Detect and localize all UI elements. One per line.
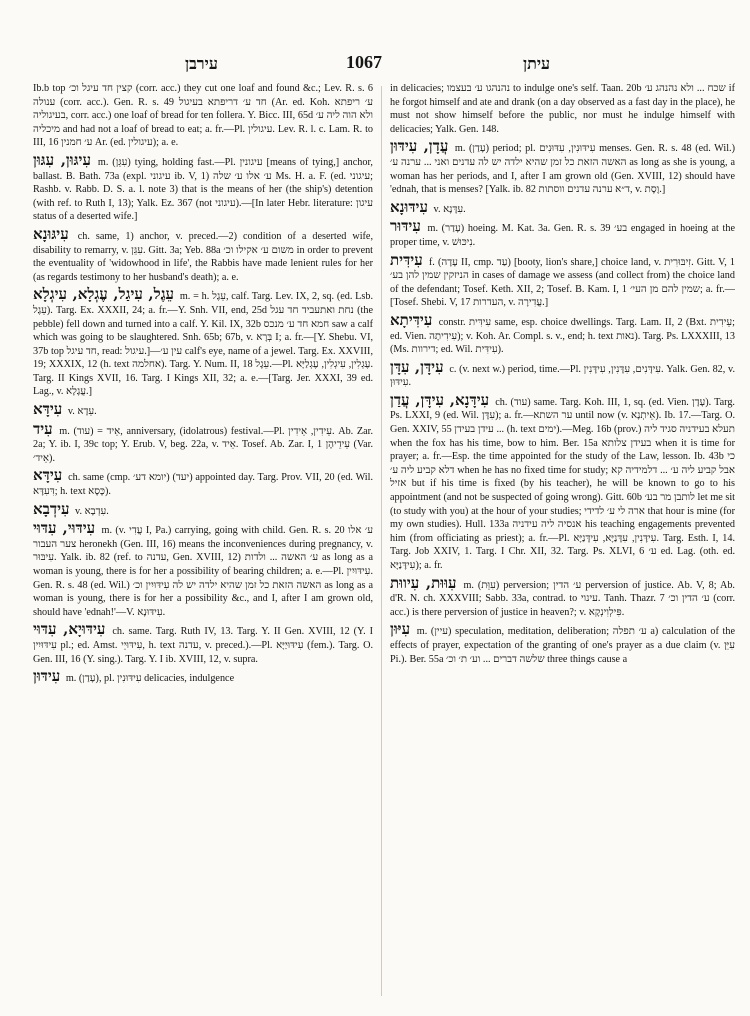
entry-headword: עִידּוּי, עִדּוּי	[33, 519, 96, 538]
dictionary-entry	[390, 575, 735, 620]
entry-headword: עֲדָן, עִידּוּן	[390, 137, 449, 156]
dictionary-entry	[390, 359, 735, 390]
dictionary-entry	[33, 668, 373, 686]
dictionary-entry	[390, 82, 735, 136]
dictionary-entry	[390, 392, 735, 573]
entry-definition: m. = h. עֵגֶל, calf. Targ. Lev. IX, 2, sq. (ed. Lsb. עֵגֶל). Targ. Ex. XXXII, 24; a. fr.—Y. Snh. VII, end, 25d נחת ואתעביד חד עגל (the pebble) fell down and turned into a calf. Y. Kil. IX, 32b חמא חד ע׳ מנכס saw a calf which was going to be slaughtered. Snh. 65b; 67b, v. בְּרָא I; a. fr.—[Y. Shebu. VI, 37b top חד עיגל, read: עיגול.]—עין ע׳ calf's eye, name of a jewel. Targ. Ex. XXVIII, 19; XXXIX, 12 (h. text אחלמה). Targ. Y. Num. II, 18 עֵגֶל.—Pl. עֶגְלִין, עִיגְלִין, עֶגְלַיָּא. Targ. II Kings XVII, 16. Targ. I Kings XII, 32; a. e.—[Targ. Jer. XXXI, 39 ed. Lag., v. עֲגָלָא.]	[33, 291, 373, 398]
dictionary-entry	[390, 138, 735, 196]
entry-headword: עִידָּן, עִדָּן	[390, 357, 444, 376]
entry-headword: עִיּוּן	[390, 620, 411, 639]
entry-headword: עִידָּנָא, עִידָּן, עֲדַן	[390, 390, 490, 409]
entry-definition: m. (עָדַן), pl. עִידּוּנִין delicacies, indulgence	[63, 673, 235, 685]
header-right-word: עיתן	[523, 54, 551, 73]
entry-definition: m. (עָדַר) hoeing. M. Kat. 3a. Gen. R. s. 39 בע׳ engaged in hoeing at the proper time, v. נִיכּוּשׁ.	[390, 223, 735, 248]
column-divider	[381, 86, 382, 996]
entry-definition: m. (עִוֵּת) perversion; ע׳ הדין perversion of justice. Ab. V, 8; Ab. d'R. N. ch. XXXVIII; Sabb. 33a, contrad. to עינוי. Tanh. Thazr. 7 ע׳ הדין וכ׳ (corr. acc.) is there perversion of justice in heaven?; v. פִּילְוִינְקָא.	[390, 579, 735, 618]
entry-headword: עִיגּוּן, עִגּוּן	[33, 150, 91, 169]
entry-headword: עִידּוּן	[33, 667, 61, 686]
entry-headword: עִידְבָא	[33, 499, 70, 518]
entry-definition: v. עִדָּנָא.	[430, 203, 466, 215]
entry-headword: עִידִּית	[390, 250, 423, 269]
dictionary-entry	[33, 421, 373, 466]
entry-definition: m. (עיין) speculation, meditation, deliberation; ע׳ תפלה a) calculation of the effects of prayer, expectation of the granting of one's prayer as a due claim (v. עִיֵּן Pi.). Ber. 55a שלשה דברים ... וע׳ ת׳ וכ׳ three things cause a	[390, 626, 735, 665]
dictionary-entry	[33, 520, 373, 619]
entry-definition: v. עֵדָא.	[65, 406, 97, 418]
entry-headword: עִוּוּת, עִיווּת	[390, 573, 457, 592]
dictionary-entry	[33, 286, 373, 399]
entry-definition: m. (עוד) = אֵיד, anniversary, (idolatrous) festival.—Pl. עֵידִין, אֵידִין. Ab. Zar. 2a; Y. ib. I, 39c top; Y. Erub. V, beg. 22a, v. אֵיד. Tosef. Ab. Zar. I, 1 עֵידֵיהֶן (Var. אֵיד׳).	[33, 425, 373, 464]
entry-headword: עִידּוּר	[390, 217, 421, 236]
dictionary-entry	[33, 152, 373, 224]
running-header	[0, 52, 750, 76]
entry-definition: v. עִדְבָא.	[72, 505, 109, 517]
entry-definition: ch. (עוד) same. Targ. Koh. III, 1, sq. (ed. Vien. עָדָן). Targ. Ps. LXXI, 9 (ed. Wil. עִדָּן); a. fr.—ער השתא until now (v. אֵיתְנָא). Ib. 17.—Targ. O. Gen. XXIV, 55 עידן בעידן ... (h. text ימים).—Meg. 16b (prov.) תעלא בעידניה סגיד ליה when the fox has his time, bow to him. Ber. 15a בעידן צלותא when it is time for prayer; a. fr.—Esp. the time appointed for the study of the Law, lesson. Ib. 43b כי דלא קביע ליה ע׳ when he has no fixed time for study; אבל קביע ליה ע׳ ... דלמידיה קא אזיל but if his time is fixed (by his teacher), he will be known to go to his appointment (and not be suspected of going wrong). Gitt. 60b לותבן מר בע׳ let me sit (to study with you) at the hour of your studies; ארה לי ע׳ לדידי that hour is mine (for my own studies). Hull. 133a אנסיה ליה עידניה his teaching engagements prevented him (from officiating as priest); a. fr.—Pl. עִידָּנִין, עִדָּנַיָּא, עִידָּנַיָּא. Targ. Esth. I, 14. Targ. Job XXIV, 1. Targ. I Chr. XII, 32. Targ. Ps. XLVI, 6 ע׳ ed. Lag. (oth. ed. עִידָּנַיָּא); a. fr.	[390, 396, 735, 571]
dictionary-entry	[33, 401, 373, 419]
entry-headword: עִיד	[33, 419, 53, 438]
right-column	[390, 82, 735, 1010]
dictionary-entry	[390, 312, 735, 357]
entry-definition: m. (עִגֵּן) tying, holding fast.—Pl. עיגונין [means of tying,] anchor, ballast. B. Bath. 73a (expl. עיגוני ib. V, 1) ע׳ אלו ע׳ שלה Ms. H. a. F. (ed. עיגוני; Rashb. v. Rabb. D. S. a. l. note 3) that is the means of her (the ship's) detention (with ref. to Ruth I, 13); Yalk. Ez. 367 (not עיגוני).—[In later Hebr. literature: עיגון status of a deserted wife.]	[33, 156, 373, 223]
entry-definition: in delicacies; נהנהגו ע׳ בעצמו to indulge one's self. Taan. 20b שכח ... ולא נהנהג ע׳ if he forgot himself and ate and drank (on a day observed as a fast day in the place), he must not show himself before the public, nor must he indulge himself with delicacies; Yalk. Gen. 148.	[390, 83, 735, 135]
entry-definition: m. (v. עֲדִי I, Pa.) carrying, going with child. Gen. R. s. 20 ע׳ אלו צער העבור heronekh (Gen. III, 16) means the inconveniences during pregnancy, v. עִיבּוּר. Yalk. ib. 82 (ref. to עדנה, Gen. XVIII, 12) ע׳ האשה ... ולדות as long as a woman is young, there is for her a possibility of bearing children; a. e.—Pl. עִידּוּיִין. Gen. R. s. 48 (ed. Wil.) האשה הזאת כל זמן שהיא ילדה יש לה עִידּוּיִין וכ׳ as long as a woman is young, there is for her a possibility &c., and I, after I am grown old, should have 'ednah!'—V. עִידּוּנָא.	[33, 525, 373, 618]
dictionary-entry	[33, 82, 373, 150]
dictionary-entry	[390, 218, 735, 249]
page-number: 1067	[346, 52, 382, 72]
entry-headword: עִידּוּיָא, עִדּוּי	[33, 620, 106, 639]
entry-definition: ch. same (cmp. יומא דע׳) (יעד) appointed day. Targ. Prov. VII, 20 (ed. Wil. דִּעִדָּא; h. text כֶּסֶא).	[33, 472, 373, 498]
entry-headword: עִידִּיתָא	[390, 310, 433, 329]
entry-headword: עִידָּא	[33, 466, 63, 485]
entry-headword: עִידָּא	[33, 400, 63, 419]
entry-definition: constr. עִידִּית same, esp. choice dwellings. Targ. Lam. II, 2 (Bxt. עֵידִית; ed. Vien. עִידִיתָה); v. Koh. Ar. Compl. s. v., end; h. text נאות). Targ. Ps. LXXXIII, 13 (Ms. דירוות; ed. Wil. עִידִּית).	[390, 316, 735, 356]
entry-headword: עִיגּוּנָא	[33, 224, 69, 243]
dictionary-entry	[33, 467, 373, 498]
header-left-word: עירבן	[185, 54, 218, 73]
dictionary-entry	[33, 621, 373, 666]
entry-headword: עֵגֶל, עִיגַל, עֶגְלָא, עִיגְלָא	[33, 285, 175, 304]
entry-definition: f. (עָדָה II, cmp. עַד) [booty, lion's share,] choice land, v. זִיבּוּרִית. Gitt. V, 1 הניזקין שמין להן בע׳ in cases of damage we assess (and collect from) the choice land of the defendant; Tosef. Keth. XII, 2; Tosef. B. Kam. I, 1 שמין להם מן העי׳; a. fr.—[Tosef. Shebi. V, 17 העדרות, v. עֲדִירָה.]	[390, 256, 735, 309]
dictionary-entry	[390, 199, 735, 217]
entry-definition: ch. same, 1) anchor, v. preced.—2) condition of a deserted wife, disability to remarry, v. עִגֵּן. Gitt. 3a; Yeb. 88a משום ע׳ אקילו וכ׳ in order to prevent the eventuality of 'widowhood in life', the Rabbis have made lenient rules for her (as regards testimony to her husband's death); a. e.	[33, 230, 373, 283]
dictionary-entry	[390, 621, 735, 666]
left-column	[33, 82, 373, 1010]
entry-definition: c. (v. next w.) period, time.—Pl. עִידָּנִים, עִדָּנִין, עִידָּנִין. Yalk. Gen. 82, v. עִידּוּן.	[390, 363, 735, 389]
dictionary-entry	[33, 226, 373, 284]
dictionary-entry	[390, 252, 735, 310]
entry-definition: ch. same. Targ. Ruth IV, 13. Targ. Y. II Gen. XVIII, 12 (Y. I עִידּוּיִין pl.; ed. Amst. עִידּוּיֵי, h. text עדנה, v. preced.).—Pl. עִידּוּיַיָּא (fem.). Targ. O. Gen. III, 16 (Y. sing.). Targ. Y. I ib. XVIII, 12, v. supra.	[33, 626, 373, 665]
entry-definition: m. (עָדַן) period; pl. עִידּוּנִין, עִדּוּנִים menses. Gen. R. s. 48 (ed. Wil.) האשה הזאת כל זמן שהיא ילדה יש לה עדנים ואני ... ערנה ע׳ as long as she is young, a woman has her periods, and I, after I am grown old (Gen. XVIII, 12) should have 'ednah, that is menses? [Yalk. ib. 82 ד״א ערנה עדנים ווסתות, v. וֶסֶת.]	[390, 143, 735, 196]
entry-definition: Ib.b top קצין חד עיגל וכ׳ (corr. acc.) they cut one loaf and found &c.; Lev. R. s. 6 ענולה (corr. acc.). Gen. R. s. 49 חד ע׳ דריפתא בעיגול (Ar. ed. Koh. ע׳ ריפתא בעיגוליה, corr. acc.) one loaf of bread for ten follera. Y. Bicc. III, 65d ולא הוה ליה ע׳ מיכליה and had not a loaf of bread to eat; a. fr.—Pl. עיגולין. Lev. R. l. c. Lam. R. to III, 16 ע׳ חמנין Ar. (ed. עיגולין); a. e.	[33, 83, 373, 149]
entry-headword: עִידּוּנָא	[390, 197, 428, 216]
dictionary-entry	[33, 501, 373, 519]
